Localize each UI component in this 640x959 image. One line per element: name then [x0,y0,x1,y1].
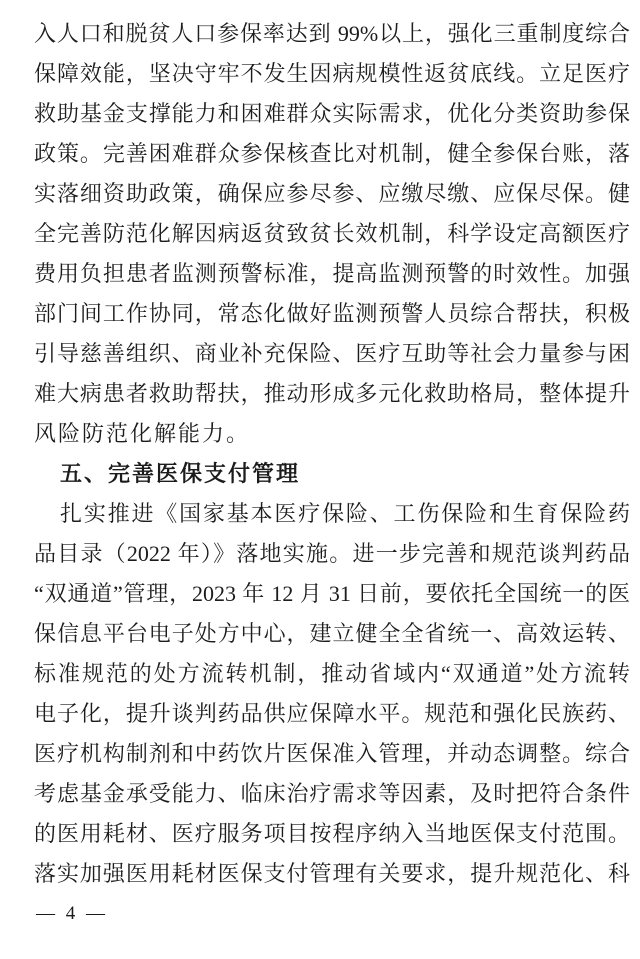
paragraph-line: 难大病患者救助帮扶，推动形成多元化救助格局，整体提升 [34,381,630,406]
page-number: — 4 — [36,903,108,924]
paragraph-line: 部门间工作协同，常态化做好监测预警人员综合帮扶，积极 [34,301,630,326]
paragraph-line: 入人口和脱贫人口参保率达到 99%以上，强化三重制度综合 [34,21,630,46]
paragraph-1 [34,14,630,454]
paragraph-line: 扎实推进《国家基本医疗保险、工伤保险和生育保险药 [60,501,630,526]
paragraph-line: 实落细资助政策，确保应参尽参、应缴尽缴、应保尽保。健 [34,181,630,206]
paragraph-line: 全完善防范化解因病返贫致贫长效机制，科学设定高额医疗 [34,221,630,246]
paragraph-line: 标准规范的处方流转机制，推动省域内“双通道”处方流转 [34,661,630,686]
paragraph-line: 风险防范化解能力。 [34,421,251,446]
paragraph-line: 医疗机构制剂和中药饮片医保准入管理，并动态调整。综合 [34,741,630,766]
paragraph-line: 的医用耗材、医疗服务项目按程序纳入当地医保支付范围。 [34,821,630,846]
paragraph-2 [34,494,630,894]
paragraph-line: 引导慈善组织、商业补充保险、医疗互助等社会力量参与困 [34,341,630,366]
paragraph-line: “双通道”管理，2023 年 12 月 31 日前，要依托全国统一的医 [34,581,630,606]
paragraph-line: 电子化，提升谈判药品供应保障水平。规范和强化民族药、 [34,701,630,726]
paragraph-line: 落实加强医用耗材医保支付管理有关要求，提升规范化、科 [34,861,630,886]
page-footer [34,894,630,934]
paragraph-line: 救助基金支撑能力和困难群众实际需求，优化分类资助参保 [34,101,630,126]
paragraph-line: 品目录（2022 年）》落地实施。进一步完善和规范谈判药品 [34,541,630,566]
section-heading: 五、完善医保支付管理 [60,461,301,486]
paragraph-line: 保信息平台电子处方中心，建立健全全省统一、高效运转、 [34,621,630,646]
paragraph-line: 费用负担患者监测预警标准，提高监测预警的时效性。加强 [34,261,630,286]
paragraph-line: 考虑基金承受能力、临床治疗需求等因素，及时把符合条件 [34,781,630,806]
paragraph-line: 保障效能，坚决守牢不发生因病规模性返贫底线。立足医疗 [34,61,630,86]
paragraph-line: 政策。完善困难群众参保核查比对机制，健全参保台账，落 [34,141,630,166]
